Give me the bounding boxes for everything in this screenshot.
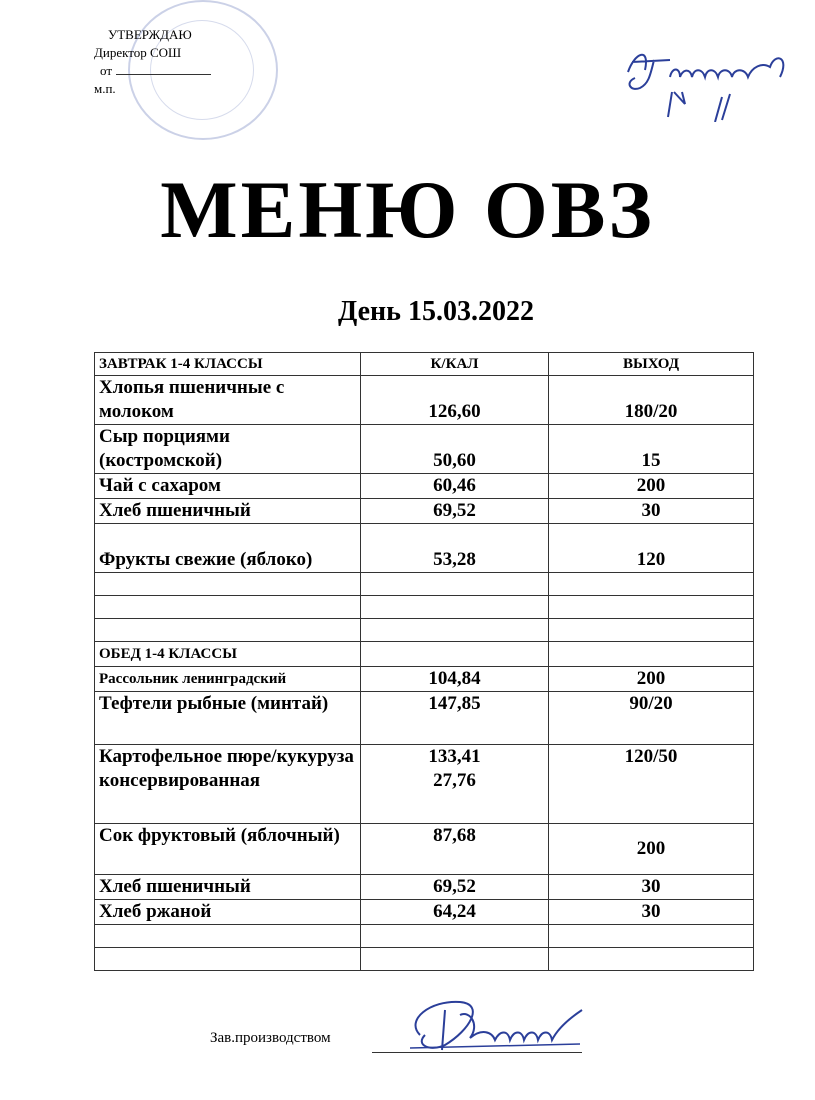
dish-kcal: 126,60: [361, 376, 549, 425]
table-row: [95, 499, 754, 524]
manager-signature-line: [210, 1030, 331, 1047]
dish-kcal-group: [361, 745, 549, 824]
manager-signature: [400, 990, 600, 1060]
table-row: [95, 745, 754, 824]
dish-yield: 90/20: [549, 692, 754, 745]
approve-seal-mark: м.п.: [94, 81, 116, 96]
table-row: [95, 524, 754, 573]
page-title: МЕНЮ ОВЗ: [160, 164, 655, 255]
table-row: [95, 376, 754, 425]
table-row: [95, 667, 754, 692]
dish-kcal: 69,52: [361, 875, 549, 900]
manager-label: Зав.производством: [210, 1030, 331, 1046]
header-kcal: К/КАЛ: [361, 353, 549, 376]
dish-kcal: 64,24: [361, 900, 549, 925]
dish-name: Хлопья пшеничные с молоком: [95, 376, 361, 425]
dish-kcal-secondary: 27,76: [433, 770, 476, 791]
dish-yield: 30: [549, 499, 754, 524]
dish-kcal: 60,46: [361, 474, 549, 499]
dish-yield: 200: [549, 474, 754, 499]
empty-row: [95, 925, 754, 948]
dish-kcal: 104,84: [361, 667, 549, 692]
dish-name: Фрукты свежие (яблоко): [95, 524, 361, 573]
empty-row: [95, 948, 754, 971]
dish-kcal: 87,68: [361, 824, 549, 875]
approve-date-blank: [116, 74, 211, 75]
dish-name: Хлеб пшеничный: [95, 875, 361, 900]
table-row: [95, 692, 754, 745]
table-row: [95, 474, 754, 499]
empty-row: [95, 573, 754, 596]
approve-title: УТВЕРЖДАЮ: [108, 27, 192, 42]
dish-name: Сыр порциями (костромской): [95, 425, 361, 474]
dish-name: Хлеб ржаной: [95, 900, 361, 925]
approval-block: [94, 26, 211, 98]
empty-row: [95, 619, 754, 642]
dish-name: Сок фруктовый (яблочный): [95, 824, 361, 875]
header-yield: ВЫХОД: [549, 353, 754, 376]
dish-yield: 120/50: [549, 745, 754, 824]
dish-name: Тефтели рыбные (минтай): [95, 692, 361, 745]
menu-date: День 15.03.2022: [338, 296, 534, 327]
menu-table: [94, 352, 754, 971]
header-meal: ЗАВТРАК 1-4 КЛАССЫ: [95, 353, 361, 376]
dish-kcal: 133,41: [428, 746, 481, 767]
dish-yield: 30: [549, 900, 754, 925]
table-row: [95, 824, 754, 875]
dish-name: Чай с сахаром: [95, 474, 361, 499]
lunch-section-title: ОБЕД 1-4 КЛАССЫ: [95, 642, 361, 667]
table-row: [95, 875, 754, 900]
dish-yield: 200: [549, 667, 754, 692]
dish-kcal: 53,28: [361, 524, 549, 573]
table-header-row: [95, 353, 754, 376]
dish-yield: 180/20: [549, 376, 754, 425]
table-row: [95, 425, 754, 474]
approve-date-label: от: [100, 63, 113, 78]
approve-date-line: [94, 62, 211, 80]
dish-name: Хлеб пшеничный: [95, 499, 361, 524]
director-signature: [610, 22, 800, 122]
dish-yield: 200: [549, 824, 754, 875]
empty-row: [95, 596, 754, 619]
dish-kcal: 69,52: [361, 499, 549, 524]
dish-yield: 30: [549, 875, 754, 900]
dish-name: Рассольник ленинградский: [95, 667, 361, 692]
lunch-section-row: [95, 642, 754, 667]
dish-kcal: 50,60: [361, 425, 549, 474]
dish-yield: 120: [549, 524, 754, 573]
dish-kcal: 147,85: [361, 692, 549, 745]
approve-position: Директор СОШ: [94, 45, 182, 60]
table-row: [95, 900, 754, 925]
dish-name: Картофельное пюре/кукуруза консервированная: [95, 745, 361, 824]
dish-yield: 15: [549, 425, 754, 474]
